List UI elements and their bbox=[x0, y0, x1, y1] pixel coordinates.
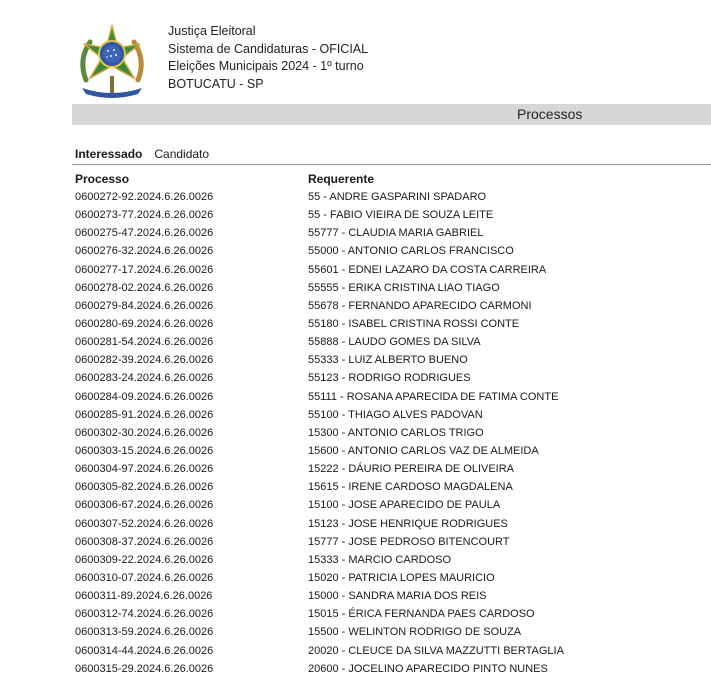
requerente-name: 15300 - ANTONIO CARLOS TRIGO bbox=[308, 426, 484, 439]
table-row bbox=[0, 643, 711, 661]
column-header-requerente: Requerente bbox=[308, 172, 375, 186]
table-row bbox=[0, 352, 711, 370]
header-line-3: Eleições Municipais 2024 - 1º turno bbox=[168, 59, 364, 73]
table-row bbox=[0, 516, 711, 534]
process-number: 0600275-47.2024.6.26.0026 bbox=[75, 227, 214, 240]
requerente-name: 15100 - JOSE APARECIDO DE PAULA bbox=[308, 499, 501, 512]
requerente-name: 15222 - DÁURIO PEREIRA DE OLIVEIRA bbox=[308, 463, 515, 476]
divider bbox=[72, 164, 711, 165]
requerente-name: 20600 - JOCELINO APARECIDO PINTO NUNES bbox=[308, 662, 548, 675]
table-row bbox=[0, 207, 711, 225]
table-row bbox=[0, 389, 711, 407]
process-number: 0600312-74.2024.6.26.0026 bbox=[75, 608, 214, 621]
requerente-name: 15615 - IRENE CARDOSO MAGDALENA bbox=[308, 481, 513, 494]
section-title: Processos bbox=[517, 106, 583, 122]
process-number: 0600284-09.2024.6.26.0026 bbox=[75, 390, 214, 403]
table-row bbox=[0, 298, 711, 316]
section-title-bar bbox=[72, 104, 711, 125]
process-number: 0600306-67.2024.6.26.0026 bbox=[75, 499, 214, 512]
table-row bbox=[0, 280, 711, 298]
table-row bbox=[0, 588, 711, 606]
requerente-name: 55555 - ERIKA CRISTINA LIAO TIAGO bbox=[308, 281, 500, 294]
document-header bbox=[168, 23, 368, 93]
header-line-1: Justiça Eleitoral bbox=[168, 24, 256, 38]
table-row bbox=[0, 316, 711, 334]
table-row bbox=[0, 479, 711, 497]
process-number: 0600278-02.2024.6.26.0026 bbox=[75, 281, 214, 294]
table-row bbox=[0, 606, 711, 624]
header-line-4: BOTUCATU - SP bbox=[168, 76, 264, 91]
requerente-name: 15333 - MARCIO CARDOSO bbox=[308, 553, 452, 566]
requerente-name: 55 - FABIO VIEIRA DE SOUZA LEITE bbox=[308, 209, 494, 222]
table-row bbox=[0, 370, 711, 388]
process-number: 0600277-17.2024.6.26.0026 bbox=[75, 263, 214, 276]
requerente-name: 15000 - SANDRA MARIA DOS REIS bbox=[308, 590, 487, 603]
requerente-name: 55123 - RODRIGO RODRIGUES bbox=[308, 372, 471, 385]
requerente-name: 55 - ANDRE GASPARINI SPADARO bbox=[308, 191, 487, 203]
table-row bbox=[0, 243, 711, 261]
process-number: 0600283-24.2024.6.26.0026 bbox=[75, 372, 214, 385]
process-number: 0600272-92.2024.6.26.0026 bbox=[75, 191, 214, 203]
process-number: 0600315-29.2024.6.26.0026 bbox=[75, 662, 214, 675]
requerente-name: 15500 - WELINTON RODRIGO DE SOUZA bbox=[308, 626, 522, 639]
requerente-name: 55888 - LAUDO GOMES DA SILVA bbox=[308, 336, 481, 349]
requerente-name: 55678 - FERNANDO APARECIDO CARMONI bbox=[308, 299, 532, 312]
table-row bbox=[0, 534, 711, 552]
interessado-label: Interessado bbox=[75, 147, 143, 161]
process-number: 0600279-84.2024.6.26.0026 bbox=[75, 299, 214, 312]
process-table bbox=[0, 189, 711, 679]
process-number: 0600303-15.2024.6.26.0026 bbox=[75, 444, 214, 457]
requerente-name: 55100 - THIAGO ALVES PADOVAN bbox=[308, 408, 483, 421]
brazil-coat-of-arms-icon bbox=[72, 22, 152, 102]
requerente-name: 55777 - CLAUDIA MARIA GABRIEL bbox=[308, 227, 484, 240]
requerente-name: 55333 - LUIZ ALBERTO BUENO bbox=[308, 354, 468, 367]
table-row bbox=[0, 570, 711, 588]
table-row bbox=[0, 334, 711, 352]
requerente-name: 15015 - ÉRICA FERNANDA PAES CARDOSO bbox=[308, 608, 535, 621]
process-number: 0600305-82.2024.6.26.0026 bbox=[75, 481, 214, 494]
table-row bbox=[0, 624, 711, 642]
requerente-name: 55180 - ISABEL CRISTINA ROSSI CONTE bbox=[308, 317, 520, 330]
table-row bbox=[0, 262, 711, 280]
table-row bbox=[0, 461, 711, 479]
table-row bbox=[0, 225, 711, 243]
process-number: 0600304-97.2024.6.26.0026 bbox=[75, 463, 214, 476]
table-row bbox=[0, 443, 711, 461]
process-number: 0600310-07.2024.6.26.0026 bbox=[75, 571, 214, 584]
requerente-name: 15123 - JOSE HENRIQUE RODRIGUES bbox=[308, 517, 508, 530]
requerente-name: 15600 - ANTONIO CARLOS VAZ DE ALMEIDA bbox=[308, 444, 539, 457]
process-number: 0600309-22.2024.6.26.0026 bbox=[75, 553, 214, 566]
requerente-name: 55000 - ANTONIO CARLOS FRANCISCO bbox=[308, 245, 514, 258]
header-line-2: Sistema de Candidaturas - OFICIAL bbox=[168, 41, 369, 56]
process-number: 0600276-32.2024.6.26.0026 bbox=[75, 245, 214, 258]
table-row bbox=[0, 425, 711, 443]
interessado-value: Candidato bbox=[154, 147, 210, 161]
process-number: 0600314-44.2024.6.26.0026 bbox=[75, 644, 214, 657]
requerente-name: 15777 - JOSE PEDROSO BITENCOURT bbox=[308, 535, 510, 548]
requerente-name: 55601 - EDNEI LAZARO DA COSTA CARREIRA bbox=[308, 263, 547, 276]
process-number: 0600282-39.2024.6.26.0026 bbox=[75, 354, 214, 367]
requerente-name: 15020 - PATRICIA LOPES MAURICIO bbox=[308, 571, 495, 584]
process-number: 0600308-37.2024.6.26.0026 bbox=[75, 535, 214, 548]
process-number: 0600307-52.2024.6.26.0026 bbox=[75, 517, 214, 530]
table-row bbox=[0, 661, 711, 679]
column-header-processo: Processo bbox=[75, 172, 130, 186]
table-row bbox=[0, 189, 711, 207]
process-number: 0600281-54.2024.6.26.0026 bbox=[75, 336, 214, 349]
interessado-filter bbox=[75, 147, 209, 161]
table-row bbox=[0, 552, 711, 570]
table-row bbox=[0, 497, 711, 515]
process-number: 0600311-89.2024.6.26.0026 bbox=[75, 590, 213, 603]
requerente-name: 55111 - ROSANA APARECIDA DE FATIMA CONTE bbox=[308, 390, 559, 403]
process-number: 0600280-69.2024.6.26.0026 bbox=[75, 317, 214, 330]
process-number: 0600285-91.2024.6.26.0026 bbox=[75, 408, 214, 421]
requerente-name: 20020 - CLEUCE DA SILVA MAZZUTTI BERTAGLIA bbox=[308, 644, 564, 657]
process-number: 0600273-77.2024.6.26.0026 bbox=[75, 209, 214, 222]
process-number: 0600313-59.2024.6.26.0026 bbox=[75, 626, 214, 639]
process-number: 0600302-30.2024.6.26.0026 bbox=[75, 426, 214, 439]
table-row bbox=[0, 407, 711, 425]
